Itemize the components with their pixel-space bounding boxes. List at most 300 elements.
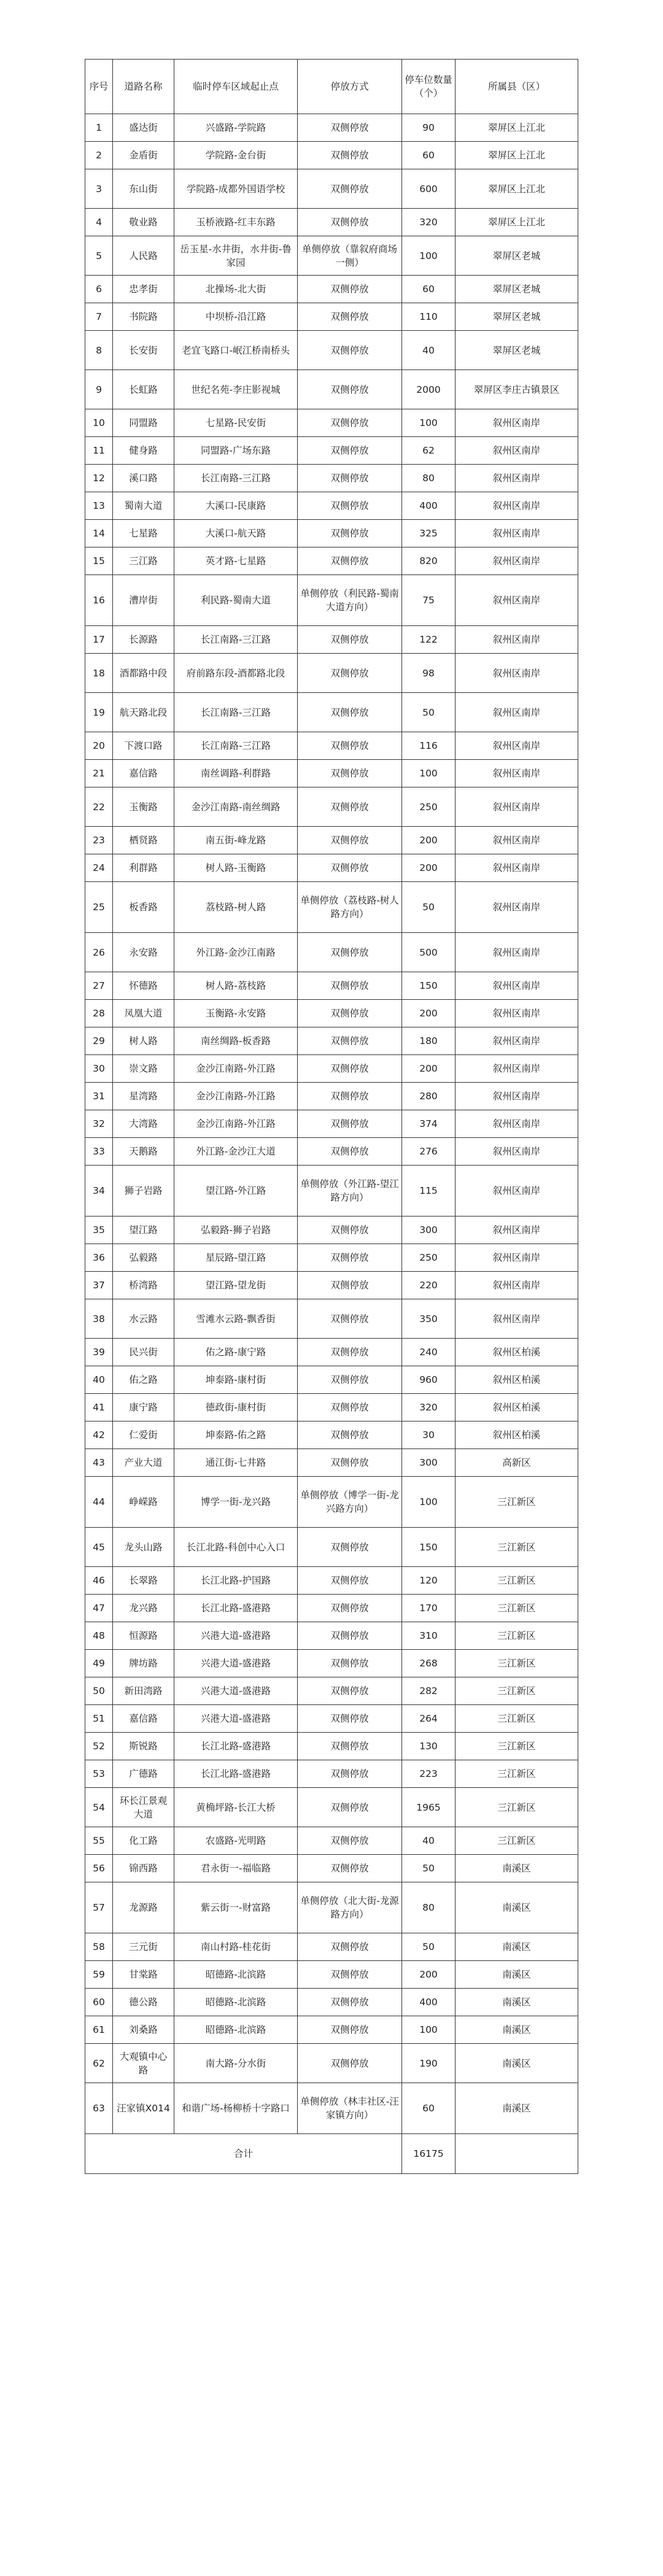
header-parking-mode: 停放方式	[298, 60, 402, 114]
parking-area-cell: 世纪名苑-李庄影视城	[174, 370, 298, 409]
table-row	[85, 693, 578, 732]
parking-mode-cell: 单侧停放（北大街-龙源路方向）	[298, 1882, 402, 1933]
road-name-cell: 龙兴路	[113, 1595, 174, 1622]
district-cell: 叙州区南岸	[456, 626, 578, 654]
road-name-cell: 嘉信路	[113, 1705, 174, 1733]
table-row	[85, 1528, 578, 1567]
parking-area-cell: 兴港大道-盛港路	[174, 1705, 298, 1733]
space-count-cell: 98	[402, 654, 456, 693]
road-name-cell: 望江路	[113, 1216, 174, 1244]
parking-mode-cell: 双侧停放	[298, 2016, 402, 2044]
table-row	[85, 492, 578, 520]
road-name-cell: 广德路	[113, 1760, 174, 1788]
parking-area-cell: 博学一街-龙兴路	[174, 1477, 298, 1528]
space-count-cell: 268	[402, 1650, 456, 1677]
space-count-cell: 50	[402, 1855, 456, 1882]
road-name-cell: 溪口路	[113, 465, 174, 492]
parking-mode-cell: 双侧停放	[298, 1760, 402, 1788]
row-index-cell: 61	[85, 2016, 113, 2044]
district-cell: 叙州区柏溪	[456, 1421, 578, 1449]
road-name-cell: 德公路	[113, 1989, 174, 2016]
space-count-cell: 200	[402, 827, 456, 854]
parking-mode-cell: 单侧停放（外江路-望江路方向）	[298, 1166, 402, 1216]
district-cell: 南溪区	[456, 1961, 578, 1989]
road-name-cell: 星湾路	[113, 1083, 174, 1110]
parking-mode-cell: 双侧停放	[298, 370, 402, 409]
row-index-cell: 60	[85, 1989, 113, 2016]
parking-area-cell: 君永街一-福临路	[174, 1855, 298, 1882]
space-count-cell: 276	[402, 1138, 456, 1166]
total-label: 合计	[85, 2134, 402, 2174]
road-name-cell: 敬业路	[113, 209, 174, 236]
road-name-cell: 板香路	[113, 882, 174, 933]
district-cell: 三江新区	[456, 1827, 578, 1855]
row-index-cell: 23	[85, 827, 113, 854]
header-parking-area: 临时停车区域起止点	[174, 60, 298, 114]
parking-mode-cell: 双侧停放	[298, 1733, 402, 1760]
parking-area-cell: 望江路-外江路	[174, 1166, 298, 1216]
district-cell: 三江新区	[456, 1677, 578, 1705]
district-cell: 南溪区	[456, 2083, 578, 2134]
row-index-cell: 13	[85, 492, 113, 520]
road-name-cell: 水云路	[113, 1299, 174, 1339]
row-index-cell: 10	[85, 409, 113, 437]
district-cell: 三江新区	[456, 1705, 578, 1733]
row-index-cell: 27	[85, 972, 113, 1000]
parking-mode-cell: 双侧停放	[298, 1933, 402, 1961]
row-index-cell: 6	[85, 276, 113, 303]
district-cell: 南溪区	[456, 1989, 578, 2016]
parking-mode-cell: 双侧停放	[298, 1027, 402, 1055]
table-row	[85, 654, 578, 693]
parking-table	[85, 59, 578, 2174]
parking-area-cell: 通江街-七井路	[174, 1449, 298, 1477]
space-count-cell: 264	[402, 1705, 456, 1733]
row-index-cell: 38	[85, 1299, 113, 1339]
road-name-cell: 弘毅路	[113, 1244, 174, 1272]
parking-area-cell: 长江南路-三江路	[174, 465, 298, 492]
table-row	[85, 732, 578, 760]
row-index-cell: 4	[85, 209, 113, 236]
district-cell: 叙州区南岸	[456, 693, 578, 732]
road-name-cell: 长虹路	[113, 370, 174, 409]
table-row	[85, 1272, 578, 1299]
parking-area-cell: 学院路-成都外国语学校	[174, 169, 298, 209]
parking-area-cell: 兴盛路-学院路	[174, 114, 298, 142]
parking-mode-cell: 双侧停放	[298, 1989, 402, 2016]
table-row	[85, 1567, 578, 1595]
road-name-cell: 汪家镇X014	[113, 2083, 174, 2134]
space-count-cell: 180	[402, 1027, 456, 1055]
parking-mode-cell: 双侧停放	[298, 1272, 402, 1299]
parking-area-cell: 长江北路-盛港路	[174, 1595, 298, 1622]
parking-mode-cell: 双侧停放	[298, 2044, 402, 2083]
space-count-cell: 350	[402, 1299, 456, 1339]
header-district: 所属县（区）	[456, 60, 578, 114]
road-name-cell: 同盟路	[113, 409, 174, 437]
parking-mode-cell: 双侧停放	[298, 1216, 402, 1244]
district-cell: 翠屏区上江北	[456, 169, 578, 209]
parking-mode-cell: 双侧停放	[298, 1421, 402, 1449]
road-name-cell: 树人路	[113, 1027, 174, 1055]
district-cell: 叙州区南岸	[456, 1027, 578, 1055]
district-cell: 翠屏区上江北	[456, 209, 578, 236]
row-index-cell: 24	[85, 854, 113, 882]
road-name-cell: 怀德路	[113, 972, 174, 1000]
space-count-cell: 400	[402, 492, 456, 520]
parking-area-cell: 紫云街一-财富路	[174, 1882, 298, 1933]
row-index-cell: 14	[85, 520, 113, 547]
row-index-cell: 37	[85, 1272, 113, 1299]
table-row	[85, 1677, 578, 1705]
road-name-cell: 天鹅路	[113, 1138, 174, 1166]
table-body	[85, 114, 578, 2134]
parking-area-cell: 玉桥液路-红丰东路	[174, 209, 298, 236]
table-row	[85, 2083, 578, 2134]
road-name-cell: 佑之路	[113, 1366, 174, 1394]
row-index-cell: 53	[85, 1760, 113, 1788]
parking-area-cell: 长江北路-护国路	[174, 1567, 298, 1595]
district-cell: 叙州区南岸	[456, 827, 578, 854]
parking-area-cell: 树人路-荔枝路	[174, 972, 298, 1000]
parking-area-cell: 昭德路-北滨路	[174, 2016, 298, 2044]
table-row	[85, 1788, 578, 1827]
parking-mode-cell: 双侧停放	[298, 547, 402, 575]
road-name-cell: 凤凰大道	[113, 1000, 174, 1027]
row-index-cell: 46	[85, 1567, 113, 1595]
parking-area-cell: 外江路-金沙江大道	[174, 1138, 298, 1166]
road-name-cell: 嘉信路	[113, 760, 174, 787]
district-cell: 叙州区南岸	[456, 1244, 578, 1272]
district-cell: 三江新区	[456, 1622, 578, 1650]
parking-area-cell: 利民路-蜀南大道	[174, 575, 298, 626]
row-index-cell: 1	[85, 114, 113, 142]
district-cell: 三江新区	[456, 1477, 578, 1528]
road-name-cell: 大湾路	[113, 1110, 174, 1138]
parking-mode-cell: 双侧停放	[298, 1595, 402, 1622]
table-row	[85, 1477, 578, 1528]
table-row	[85, 1760, 578, 1788]
district-cell: 叙州区南岸	[456, 654, 578, 693]
table-row	[85, 1083, 578, 1110]
row-index-cell: 49	[85, 1650, 113, 1677]
row-index-cell: 28	[85, 1000, 113, 1027]
space-count-cell: 820	[402, 547, 456, 575]
parking-mode-cell: 双侧停放	[298, 142, 402, 169]
parking-area-cell: 中坝桥-沿江路	[174, 303, 298, 331]
table-row	[85, 575, 578, 626]
road-name-cell: 盛达街	[113, 114, 174, 142]
space-count-cell: 200	[402, 1055, 456, 1083]
parking-area-cell: 外江路-金沙江南路	[174, 933, 298, 972]
space-count-cell: 500	[402, 933, 456, 972]
row-index-cell: 34	[85, 1166, 113, 1216]
parking-mode-cell: 双侧停放	[298, 1622, 402, 1650]
district-cell: 叙州区南岸	[456, 1110, 578, 1138]
row-index-cell: 9	[85, 370, 113, 409]
district-cell: 叙州区南岸	[456, 732, 578, 760]
parking-area-cell: 北操场-北大街	[174, 276, 298, 303]
road-name-cell: 新田湾路	[113, 1677, 174, 1705]
space-count-cell: 200	[402, 1000, 456, 1027]
road-name-cell: 恒源路	[113, 1622, 174, 1650]
district-cell: 南溪区	[456, 1882, 578, 1933]
parking-area-cell: 长江南路-三江路	[174, 693, 298, 732]
parking-mode-cell: 双侧停放	[298, 1788, 402, 1827]
table-row	[85, 1961, 578, 1989]
parking-mode-cell: 双侧停放	[298, 626, 402, 654]
space-count-cell: 2000	[402, 370, 456, 409]
table-row	[85, 114, 578, 142]
table-row	[85, 1882, 578, 1933]
district-cell: 叙州区南岸	[456, 933, 578, 972]
space-count-cell: 400	[402, 1989, 456, 2016]
header-index: 序号	[85, 60, 113, 114]
table-row	[85, 437, 578, 465]
road-name-cell: 长安街	[113, 331, 174, 370]
space-count-cell: 240	[402, 1339, 456, 1366]
space-count-cell: 200	[402, 1961, 456, 1989]
space-count-cell: 100	[402, 2016, 456, 2044]
district-cell: 叙州区南岸	[456, 1083, 578, 1110]
row-index-cell: 32	[85, 1110, 113, 1138]
space-count-cell: 100	[402, 236, 456, 276]
space-count-cell: 80	[402, 1882, 456, 1933]
parking-mode-cell: 单侧停放（博学一街-龙兴路方向）	[298, 1477, 402, 1528]
road-name-cell: 化工路	[113, 1827, 174, 1855]
row-index-cell: 17	[85, 626, 113, 654]
row-index-cell: 56	[85, 1855, 113, 1882]
row-index-cell: 7	[85, 303, 113, 331]
table-row	[85, 236, 578, 276]
row-index-cell: 35	[85, 1216, 113, 1244]
parking-area-cell: 大溪口-民康路	[174, 492, 298, 520]
parking-mode-cell: 单侧停放（利民路-蜀南大道方向）	[298, 575, 402, 626]
road-name-cell: 峥嵘路	[113, 1477, 174, 1528]
district-cell: 叙州区南岸	[456, 492, 578, 520]
parking-mode-cell: 双侧停放	[298, 276, 402, 303]
road-name-cell: 龙源路	[113, 1882, 174, 1933]
space-count-cell: 80	[402, 465, 456, 492]
table-row	[85, 882, 578, 933]
district-cell: 叙州区南岸	[456, 1000, 578, 1027]
table-row	[85, 1933, 578, 1961]
table-row	[85, 1366, 578, 1394]
table-row	[85, 1622, 578, 1650]
row-index-cell: 30	[85, 1055, 113, 1083]
table-row	[85, 547, 578, 575]
parking-area-cell: 英才路-七星路	[174, 547, 298, 575]
parking-mode-cell: 双侧停放	[298, 303, 402, 331]
space-count-cell: 320	[402, 209, 456, 236]
table-row	[85, 626, 578, 654]
table-row	[85, 1055, 578, 1083]
road-name-cell: 忠孝街	[113, 276, 174, 303]
table-row	[85, 331, 578, 370]
parking-area-cell: 长江北路-盛港路	[174, 1760, 298, 1788]
table-row	[85, 409, 578, 437]
space-count-cell: 150	[402, 972, 456, 1000]
row-index-cell: 58	[85, 1933, 113, 1961]
district-cell: 叙州区柏溪	[456, 1339, 578, 1366]
road-name-cell: 甘棠路	[113, 1961, 174, 1989]
space-count-cell: 50	[402, 1933, 456, 1961]
parking-area-cell: 南丝调路-利群路	[174, 760, 298, 787]
parking-area-cell: 树人路-玉衡路	[174, 854, 298, 882]
parking-mode-cell: 双侧停放	[298, 1677, 402, 1705]
district-cell: 三江新区	[456, 1733, 578, 1760]
table-row	[85, 1705, 578, 1733]
parking-mode-cell: 双侧停放	[298, 1528, 402, 1567]
space-count-cell: 75	[402, 575, 456, 626]
space-count-cell: 282	[402, 1677, 456, 1705]
space-count-cell: 100	[402, 409, 456, 437]
space-count-cell: 250	[402, 1244, 456, 1272]
parking-mode-cell: 双侧停放	[298, 1705, 402, 1733]
row-index-cell: 57	[85, 1882, 113, 1933]
district-cell: 叙州区南岸	[456, 882, 578, 933]
total-value: 16175	[402, 2134, 456, 2174]
parking-area-cell: 佑之路-康宁路	[174, 1339, 298, 1366]
row-index-cell: 40	[85, 1366, 113, 1394]
space-count-cell: 50	[402, 882, 456, 933]
parking-mode-cell: 双侧停放	[298, 1366, 402, 1394]
parking-mode-cell: 双侧停放	[298, 465, 402, 492]
table-footer	[85, 2134, 578, 2174]
parking-area-cell: 南丝绸路-板香路	[174, 1027, 298, 1055]
road-name-cell: 斯锐路	[113, 1733, 174, 1760]
row-index-cell: 52	[85, 1733, 113, 1760]
road-name-cell: 下渡口路	[113, 732, 174, 760]
row-index-cell: 42	[85, 1421, 113, 1449]
road-name-cell: 环长江景观大道	[113, 1788, 174, 1827]
road-name-cell: 永安路	[113, 933, 174, 972]
table-row	[85, 827, 578, 854]
table-row	[85, 169, 578, 209]
parking-area-cell: 雪滩水云路-飘香街	[174, 1299, 298, 1339]
row-index-cell: 11	[85, 437, 113, 465]
road-name-cell: 产业大道	[113, 1449, 174, 1477]
district-cell: 高新区	[456, 1449, 578, 1477]
road-name-cell: 民兴街	[113, 1339, 174, 1366]
table-row	[85, 1110, 578, 1138]
table-header	[85, 60, 578, 114]
district-cell: 三江新区	[456, 1650, 578, 1677]
row-index-cell: 19	[85, 693, 113, 732]
district-cell: 南溪区	[456, 1855, 578, 1882]
parking-area-cell: 金沙江南路-外江路	[174, 1055, 298, 1083]
space-count-cell: 120	[402, 1567, 456, 1595]
row-index-cell: 21	[85, 760, 113, 787]
district-cell: 叙州区南岸	[456, 1299, 578, 1339]
table-row	[85, 1421, 578, 1449]
row-index-cell: 59	[85, 1961, 113, 1989]
parking-mode-cell: 双侧停放	[298, 1827, 402, 1855]
parking-mode-cell: 双侧停放	[298, 1299, 402, 1339]
space-count-cell: 200	[402, 854, 456, 882]
row-index-cell: 3	[85, 169, 113, 209]
table-row	[85, 1000, 578, 1027]
parking-mode-cell: 双侧停放	[298, 492, 402, 520]
road-name-cell: 长源路	[113, 626, 174, 654]
parking-area-cell: 金沙江南路-外江路	[174, 1110, 298, 1138]
table-row	[85, 1138, 578, 1166]
table-row	[85, 209, 578, 236]
parking-area-cell: 南五街-峰龙路	[174, 827, 298, 854]
space-count-cell: 100	[402, 1477, 456, 1528]
parking-area-cell: 兴港大道-盛港路	[174, 1650, 298, 1677]
table-row	[85, 1595, 578, 1622]
district-cell: 南溪区	[456, 1933, 578, 1961]
parking-mode-cell: 单侧停放（靠叙府商场一侧）	[298, 236, 402, 276]
parking-area-cell: 岳玉星-水井街，水井街-鲁家园	[174, 236, 298, 276]
road-name-cell: 金盾街	[113, 142, 174, 169]
row-index-cell: 43	[85, 1449, 113, 1477]
parking-area-cell: 昭德路-北滨路	[174, 1989, 298, 2016]
row-index-cell: 8	[85, 331, 113, 370]
district-cell: 叙州区柏溪	[456, 1366, 578, 1394]
parking-mode-cell: 双侧停放	[298, 1394, 402, 1421]
space-count-cell: 320	[402, 1394, 456, 1421]
space-count-cell: 116	[402, 732, 456, 760]
road-name-cell: 康宁路	[113, 1394, 174, 1421]
parking-area-cell: 长江南路-三江路	[174, 626, 298, 654]
space-count-cell: 223	[402, 1760, 456, 1788]
row-index-cell: 47	[85, 1595, 113, 1622]
district-cell: 翠屏区老城	[456, 331, 578, 370]
road-name-cell: 仁爱街	[113, 1421, 174, 1449]
space-count-cell: 122	[402, 626, 456, 654]
road-name-cell: 狮子岩路	[113, 1166, 174, 1216]
parking-mode-cell: 双侧停放	[298, 854, 402, 882]
space-count-cell: 150	[402, 1528, 456, 1567]
parking-area-cell: 七星路-民安街	[174, 409, 298, 437]
road-name-cell: 大观镇中心路	[113, 2044, 174, 2083]
parking-area-cell: 兴港大道-盛港路	[174, 1622, 298, 1650]
district-cell: 三江新区	[456, 1528, 578, 1567]
parking-area-cell: 老宜飞路口-岷江桥南桥头	[174, 331, 298, 370]
space-count-cell: 325	[402, 520, 456, 547]
parking-mode-cell: 双侧停放	[298, 1855, 402, 1882]
table-row	[85, 1733, 578, 1760]
district-cell: 翠屏区老城	[456, 236, 578, 276]
row-index-cell: 39	[85, 1339, 113, 1366]
table-row	[85, 1855, 578, 1882]
row-index-cell: 50	[85, 1677, 113, 1705]
road-name-cell: 书院路	[113, 303, 174, 331]
parking-area-cell: 大溪口-航天路	[174, 520, 298, 547]
table-row	[85, 276, 578, 303]
parking-mode-cell: 双侧停放	[298, 933, 402, 972]
space-count-cell: 600	[402, 169, 456, 209]
parking-area-cell: 长江北路-科创中心入口	[174, 1528, 298, 1567]
space-count-cell: 115	[402, 1166, 456, 1216]
parking-mode-cell: 双侧停放	[298, 760, 402, 787]
parking-mode-cell: 双侧停放	[298, 827, 402, 854]
district-cell: 翠屏区老城	[456, 276, 578, 303]
table-row	[85, 2044, 578, 2083]
road-name-cell: 三江路	[113, 547, 174, 575]
space-count-cell: 190	[402, 2044, 456, 2083]
road-name-cell: 利群路	[113, 854, 174, 882]
parking-mode-cell: 双侧停放	[298, 437, 402, 465]
parking-area-cell: 南大路-分水街	[174, 2044, 298, 2083]
district-cell: 三江新区	[456, 1567, 578, 1595]
district-cell: 叙州区南岸	[456, 1055, 578, 1083]
row-index-cell: 51	[85, 1705, 113, 1733]
table-row	[85, 1027, 578, 1055]
parking-mode-cell: 双侧停放	[298, 331, 402, 370]
